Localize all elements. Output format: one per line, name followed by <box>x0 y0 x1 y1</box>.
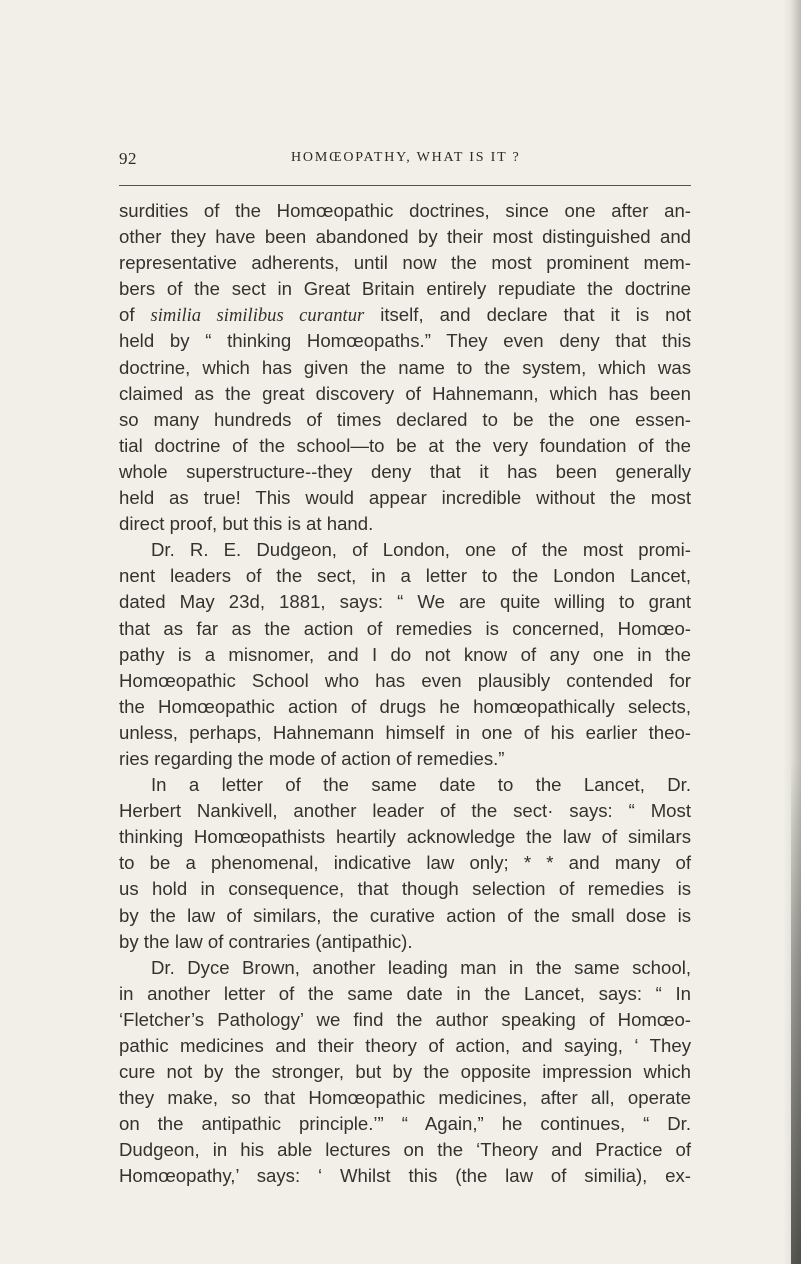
text-line: unless, perhaps, Hahnemann himself in one of his earlier theo- <box>119 721 691 743</box>
page-edge-dark <box>791 760 801 1264</box>
text-line: doctrine, which has given the name to the system, which was <box>119 356 691 378</box>
text-fragment: of <box>119 304 151 326</box>
text-line: the Homœopathic action of drugs he homœopathically selects, <box>119 695 691 717</box>
text-line <box>119 302 691 328</box>
text-line: Dudgeon, in his able lectures on the ‘Theory and Practice of <box>119 1139 691 1161</box>
text-line: ‘Fletcher’s Pathology’ we find the author speaking of Homœo- <box>119 1008 691 1030</box>
text-line: claimed as the great discovery of Hahnemann, which has been <box>119 382 691 404</box>
page-number: 92 <box>119 149 137 168</box>
text-fragment: itself, and declare that it is not <box>364 304 691 326</box>
text-line: they make, so that Homœopathic medicines, after all, operate <box>119 1087 691 1109</box>
text-line: whole superstructure--they deny that it has been generally <box>119 460 691 482</box>
text-line: surdities of the Homœopathic doctrines, since one after an- <box>119 200 691 221</box>
text-line: in another letter of the same date in the Lancet, says: “ In <box>119 982 691 1004</box>
text-line: Homœopathy,’ says: ‘ Whilst this (the law of similia), ex- <box>119 1165 691 1187</box>
text-line: held by “ thinking Homœopaths.” They even deny that this <box>119 330 691 352</box>
text-line: that as far as the action of remedies is concerned, Homœo- <box>119 617 691 639</box>
text-line: on the antipathic principle.’” “ Again,” he continues, “ Dr. <box>119 1113 691 1135</box>
text-line: thinking Homœopathists heartily acknowledge the law of similars <box>119 826 691 848</box>
running-title: HOMŒOPATHY, WHAT IS IT ? <box>291 150 521 165</box>
text-line: nent leaders of the sect, in a letter to the London Lancet, <box>119 565 691 587</box>
text-line: tial doctrine of the school—to be at the very foundation of the <box>119 434 691 456</box>
text-line: pathy is a misnomer, and I do not know of any one in the <box>119 643 691 665</box>
text-line: Herbert Nankivell, another leader of the sect· says: “ Most <box>119 800 691 822</box>
text-line: direct proof, but this is at hand. <box>119 513 374 535</box>
running-head <box>119 149 691 171</box>
text-line: by the law of contraries (antipathic). <box>119 930 413 952</box>
text-line: Dr. Dyce Brown, another leading man in the same school, <box>151 956 691 978</box>
text-line: to be a phenomenal, indicative law only; * * and many of <box>119 852 691 874</box>
text-line: Dr. R. E. Dudgeon, of London, one of the most promi- <box>151 539 691 561</box>
text-line: ries regarding the mode of action of remedies.” <box>119 747 505 769</box>
text-line: held as true! This would appear incredible without the most <box>119 487 691 509</box>
body-text <box>119 198 691 1190</box>
text-line: Homœopathic School who has even plausibly contended for <box>119 669 691 691</box>
text-line: by the law of similars, the curative action of the small dose is <box>119 904 691 926</box>
text-line: so many hundreds of times declared to be the one essen- <box>119 408 691 430</box>
text-line: bers of the sect in Great Britain entirely repudiate the doctrine <box>119 278 691 300</box>
header-rule <box>119 185 691 186</box>
text-line: In a letter of the same date to the Lancet, Dr. <box>151 774 691 796</box>
text-line: us hold in consequence, that though selection of remedies is <box>119 878 691 900</box>
text-line: dated May 23d, 1881, says: “ We are quite willing to grant <box>119 591 691 613</box>
latin-phrase: similia similibus curantur <box>150 305 365 327</box>
text-line: other they have been abandoned by their most distinguished and <box>119 226 691 248</box>
text-line: pathic medicines and their theory of action, and saying, ‘ They <box>119 1035 691 1056</box>
text-line: cure not by the stronger, but by the opposite impression which <box>119 1061 691 1083</box>
text-line: representative adherents, until now the most prominent mem- <box>119 252 691 274</box>
